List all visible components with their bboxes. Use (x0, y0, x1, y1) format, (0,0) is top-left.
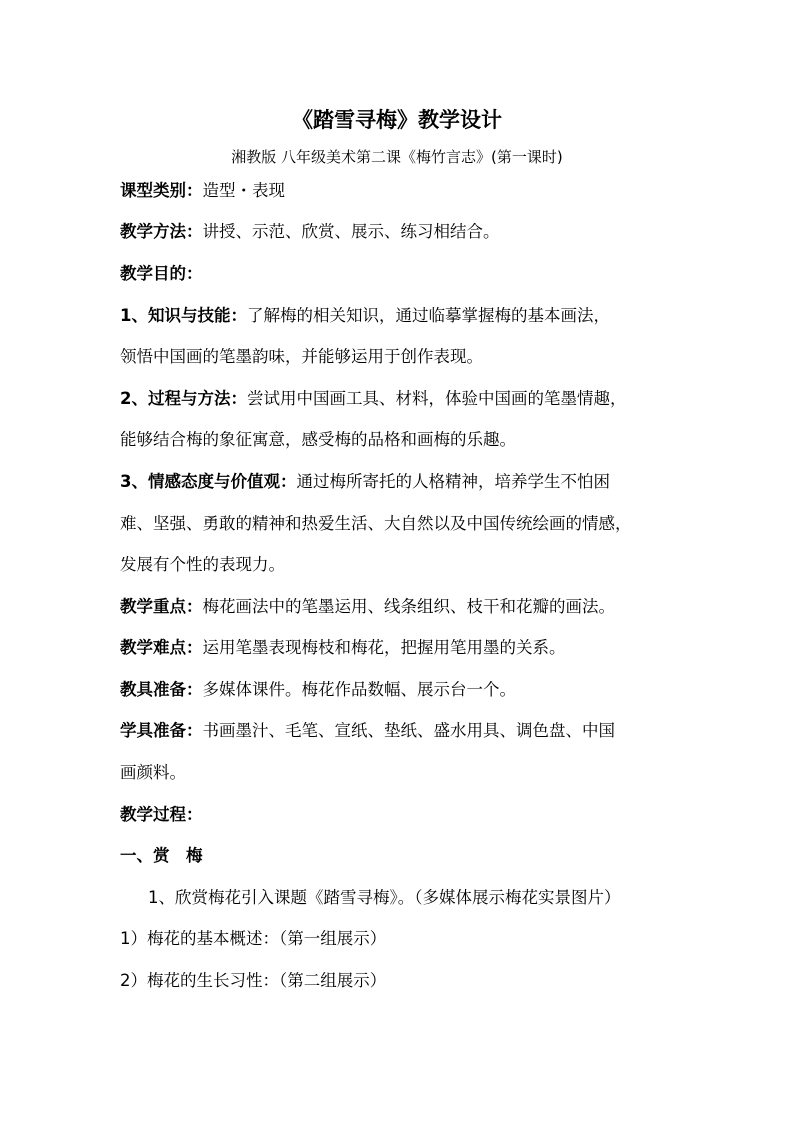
student-prep-label: 学具准备： (120, 721, 203, 740)
course-type-line (120, 180, 285, 202)
goal1-line1 (120, 305, 610, 327)
method-line (120, 221, 500, 243)
document-subtitle: 湘教版 八年级美术第二课《梅竹言志》(第一课时) (231, 148, 563, 166)
student-prep-line2: 画颜料。 (120, 763, 186, 782)
goal3-label: 3、情感态度与价值观： (120, 472, 297, 491)
method-label: 教学方法： (120, 222, 203, 241)
goal1-line2: 领悟中国画的笔墨韵味，并能够运用于创作表现。 (120, 347, 483, 366)
document-title: 《踏雪寻梅》教学设计 (292, 107, 502, 132)
teacher-prep-line (120, 679, 516, 701)
key-point-line (120, 596, 615, 618)
goal2-line2: 能够结合梅的象征寓意，感受梅的品格和画梅的乐趣。 (120, 430, 516, 449)
key-point-value: 梅花画法中的笔墨运用、线条组织、枝干和花瓣的画法。 (202, 597, 615, 616)
goal2-label: 2、过程与方法： (120, 389, 247, 408)
course-type-label: 课型类别： (120, 181, 203, 200)
course-type-value: 造型・表现 (202, 181, 285, 200)
process-item-2: 1）梅花的基本概述：（第一组展示） (120, 929, 387, 948)
goal2-line1 (120, 388, 626, 410)
goal1-text1: 了解梅的相关知识，通过临摹掌握梅的基本画法， (246, 306, 610, 325)
difficulty-value: 运用笔墨表现梅枝和梅花，把握用笔用墨的关系。 (202, 638, 566, 657)
method-value: 讲授、示范、欣赏、展示、练习相结合。 (202, 222, 500, 241)
teacher-prep-label: 教具准备： (120, 680, 203, 699)
key-point-label: 教学重点： (120, 597, 203, 616)
goal3-text1: 通过梅所寄托的人格精神，培养学生不怕困 (296, 472, 610, 491)
goal1-label: 1、知识与技能： (120, 306, 247, 325)
process-heading: 教学过程： (120, 805, 203, 824)
difficulty-label: 教学难点： (120, 638, 203, 657)
goal3-line1 (120, 471, 610, 493)
student-prep-line1 (120, 720, 615, 742)
goal3-line2: 难、坚强、勇敢的精神和热爱生活、大自然以及中国传统绘画的情感， (120, 514, 632, 533)
goal2-text1: 尝试用中国画工具、材料，体验中国画的笔墨情趣， (246, 389, 627, 408)
goal3-line3: 发展有个性的表现力。 (120, 555, 285, 574)
goals-heading: 教学目的： (120, 264, 203, 283)
difficulty-line (120, 637, 566, 659)
student-prep-text1: 书画墨汁、毛笔、宣纸、垫纸、盛水用具、调色盘、中国 (202, 721, 615, 740)
process-item-1: 1、欣赏梅花引入课题《踏雪寻梅》。（多媒体展示梅花实景图片） (148, 888, 621, 907)
process-item-3: 2）梅花的生长习性：（第二组展示） (120, 971, 387, 990)
section1-heading: 一、赏 梅 (120, 846, 203, 865)
teacher-prep-value: 多媒体课件。梅花作品数幅、展示台一个。 (202, 680, 516, 699)
